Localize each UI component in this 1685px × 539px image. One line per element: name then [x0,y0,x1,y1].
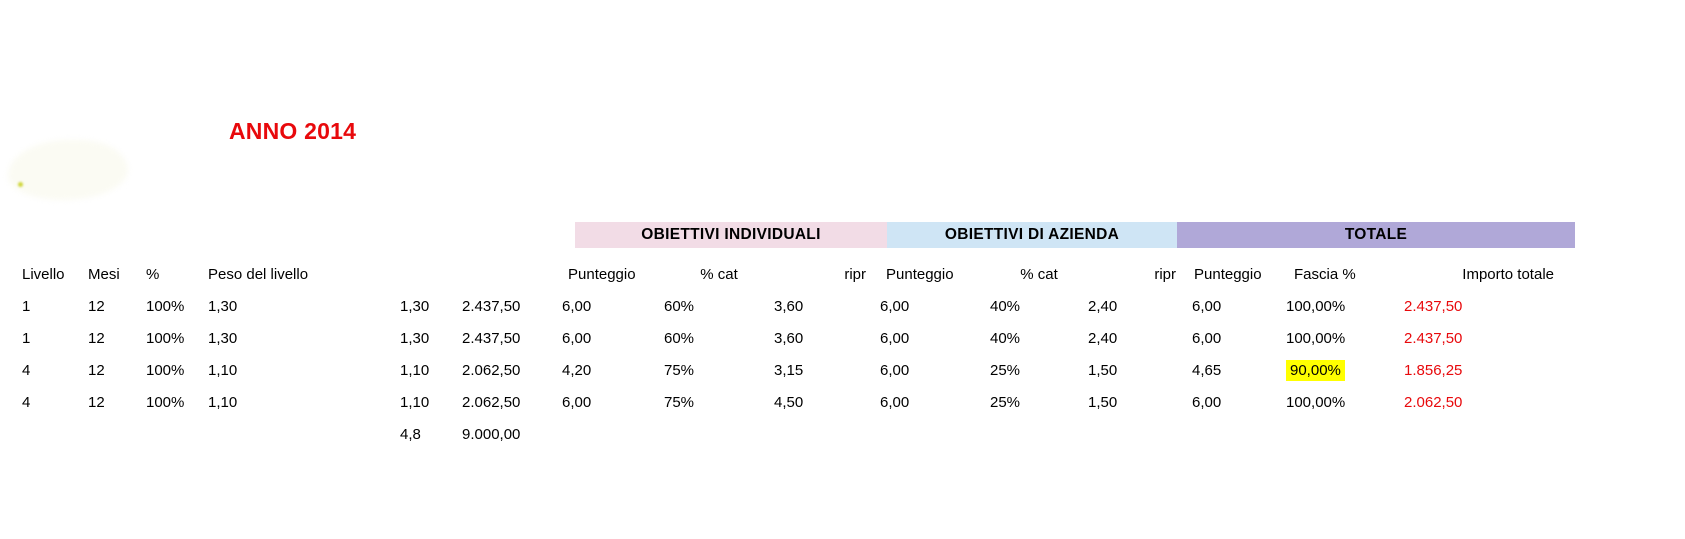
cell-importo-totale: 2.437,50 [1404,297,1463,315]
fascia-value: 100,00% [1286,329,1346,347]
cell-importo: 2.062,50 [462,393,521,411]
cell-punteggio-totale: 6,00 [1192,297,1222,315]
cell-livello: 1 [22,329,31,347]
cell-importo-totale: 2.437,50 [1404,329,1463,347]
cell-punteggio-azienda: 6,00 [880,329,910,347]
cell-cat-individuali: 60% [664,297,695,315]
data-sheet [22,258,1576,450]
cell-ripr-individuali: 3,60 [774,329,804,347]
cell-ripr-azienda: 2,40 [1088,297,1118,315]
data-table [22,258,1576,450]
cell-peso-valore: 1,30 [400,329,430,347]
totals-spacer [22,418,400,450]
totals-trailing-spacer [562,418,1576,450]
cell-cat-individuali: 60% [664,329,695,347]
col-header-importo [462,258,562,290]
group-header-totale: TOTALE [1177,222,1575,248]
col-header-fascia: Fascia % [1294,265,1356,283]
cell-punteggio-totale: 6,00 [1192,329,1222,347]
group-header-individuali: OBIETTIVI INDIVIDUALI [575,222,887,248]
cell-mesi: 12 [88,361,105,379]
fascia-value: 100,00% [1286,297,1346,315]
cell-cat-azienda: 40% [990,329,1021,347]
paper-smudge [8,140,128,200]
cell-cat-individuali: 75% [664,393,695,411]
cell-fascia [1286,322,1404,354]
cell-punteggio-individuali: 6,00 [562,393,592,411]
fascia-value-highlighted: 90,00% [1286,360,1345,381]
cell-punteggio-azienda: 6,00 [880,393,910,411]
col-header-peso-livello: Peso del livello [208,265,309,283]
cell-peso-livello: 1,10 [208,361,238,379]
cell-peso-valore: 1,10 [400,393,430,411]
cell-peso-livello: 1,30 [208,329,238,347]
cell-cat-azienda: 40% [990,297,1021,315]
cell-importo: 2.437,50 [462,329,521,347]
cell-percentuale: 100% [146,297,185,315]
cell-mesi: 12 [88,393,105,411]
table-row [22,354,1576,386]
table-row [22,322,1576,354]
cell-ripr-individuali: 3,15 [774,361,804,379]
cell-mesi: 12 [88,297,105,315]
totals-row [22,418,1576,450]
cell-ripr-individuali: 4,50 [774,393,804,411]
col-header-ripr-individuali: ripr [844,265,866,283]
table-header-row [22,258,1576,290]
total-peso-valore: 4,8 [400,425,421,443]
cell-punteggio-azienda: 6,00 [880,297,910,315]
col-header-importo-totale: Importo totale [1462,265,1554,283]
cell-peso-valore: 1,30 [400,297,430,315]
cell-punteggio-azienda: 6,00 [880,361,910,379]
table-row [22,290,1576,322]
cell-livello: 4 [22,393,31,411]
cell-punteggio-totale: 4,65 [1192,361,1222,379]
cell-importo-totale: 2.062,50 [1404,393,1463,411]
cell-importo: 2.437,50 [462,297,521,315]
col-header-mesi: Mesi [88,265,120,283]
table-row [22,386,1576,418]
total-importo: 9.000,00 [462,425,521,443]
col-header-peso-valore [400,258,462,290]
cell-ripr-azienda: 1,50 [1088,361,1118,379]
cell-fascia [1286,386,1404,418]
group-header-azienda: OBIETTIVI DI AZIENDA [887,222,1177,248]
col-header-punteggio-azienda: Punteggio [886,265,954,283]
cell-livello: 1 [22,297,31,315]
cell-ripr-individuali: 3,60 [774,297,804,315]
fascia-value: 100,00% [1286,393,1346,411]
cell-importo-totale: 1.856,25 [1404,361,1463,379]
cell-importo: 2.062,50 [462,361,521,379]
cell-punteggio-individuali: 4,20 [562,361,592,379]
paper-smudge-dot [18,182,23,187]
col-header-punteggio-individuali: Punteggio [568,265,636,283]
cell-fascia [1286,354,1404,386]
cell-punteggio-individuali: 6,00 [562,297,592,315]
cell-cat-azienda: 25% [990,393,1021,411]
page-title: ANNO 2014 [229,118,357,144]
cell-percentuale: 100% [146,329,185,347]
cell-percentuale: 100% [146,393,185,411]
col-header-percentuale: % [146,265,160,283]
cell-peso-valore: 1,10 [400,361,430,379]
cell-ripr-azienda: 1,50 [1088,393,1118,411]
cell-peso-livello: 1,10 [208,393,238,411]
cell-mesi: 12 [88,329,105,347]
cell-percentuale: 100% [146,361,185,379]
col-header-cat-azienda: % cat [1020,265,1058,283]
col-header-ripr-azienda: ripr [1154,265,1176,283]
cell-ripr-azienda: 2,40 [1088,329,1118,347]
cell-punteggio-totale: 6,00 [1192,393,1222,411]
cell-cat-azienda: 25% [990,361,1021,379]
cell-fascia [1286,290,1404,322]
col-header-punteggio-totale: Punteggio [1194,265,1262,283]
cell-peso-livello: 1,30 [208,297,238,315]
col-header-cat-individuali: % cat [700,265,738,283]
cell-livello: 4 [22,361,31,379]
col-header-livello: Livello [22,265,65,283]
group-header-band [575,222,1575,248]
cell-cat-individuali: 75% [664,361,695,379]
cell-punteggio-individuali: 6,00 [562,329,592,347]
